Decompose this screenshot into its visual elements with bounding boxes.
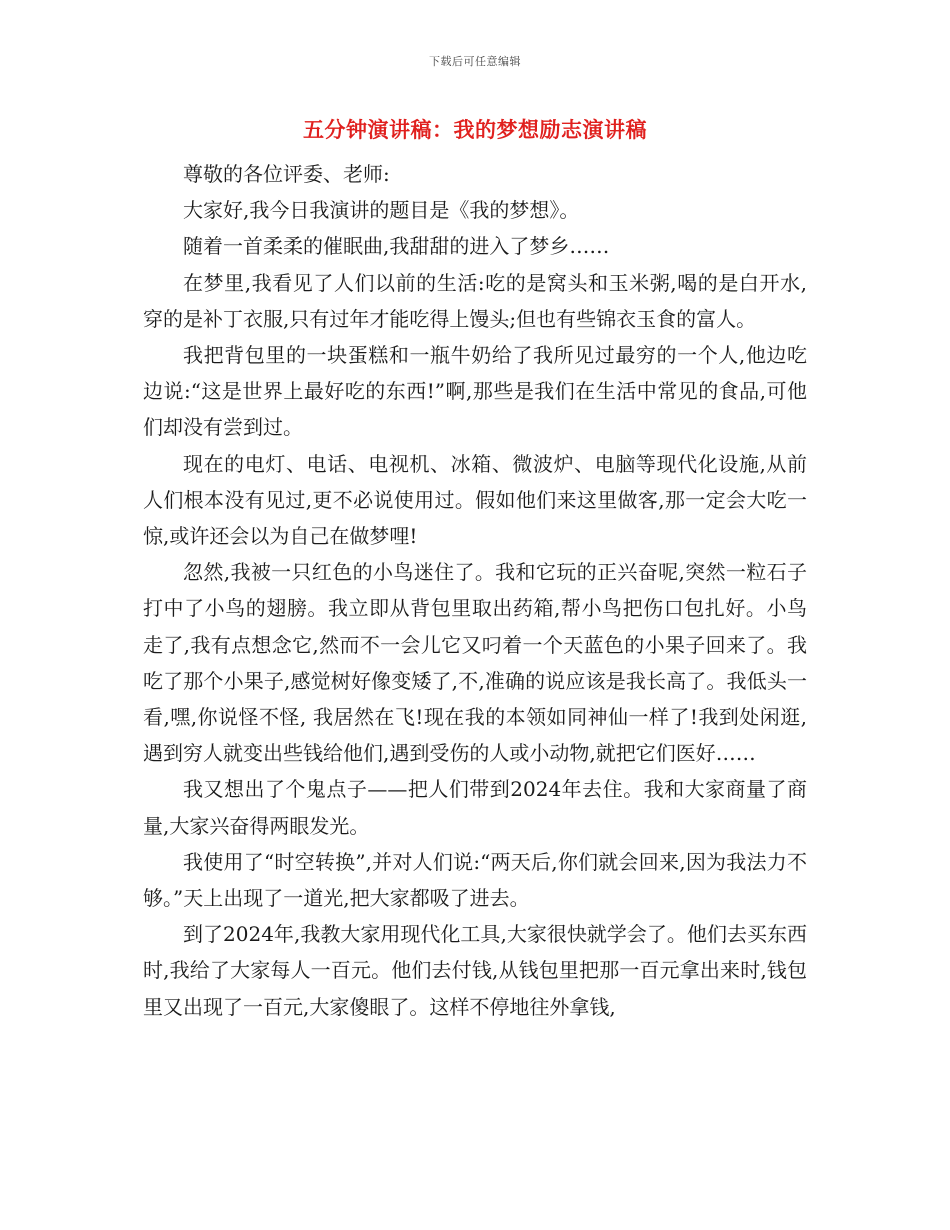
paragraph: 忽然,我被一只红色的小鸟迷住了。我和它玩的正兴奋呢,突然一粒石子打中了小鸟的翅膀。我立即从背包里取出药箱,帮小鸟把伤口包扎好。小鸟走了,我有点想念它,然而不一会儿它又叼着一个天蓝色的小果子回来了。我吃了那个小果子,感觉树好像变矮了,不,准确的说应该是我长高了。我低头一看,嘿,你说怪不怪, 我居然在飞!现在我的本领如同神仙一样了!我到处闲逛,遇到穷人就变出些钱给他们,遇到受伤的人或小动物,就把它们医好…… — [143, 560, 807, 766]
paragraph: 到了2024年,我教大家用现代化工具,大家很快就学会了。他们去买东西时,我给了大家每人一百元。他们去付钱,从钱包里把那一百元拿出来时,钱包里又出现了一百元,大家傻眼了。这样不停地往外拿钱, — [143, 922, 807, 1019]
paragraph: 现在的电灯、电话、电视机、冰箱、微波炉、电脑等现代化设施,从前人们根本没有见过,更不必说使用过。假如他们来这里做客,那一定会大吃一惊,或许还会以为自己在做梦哩! — [143, 451, 807, 549]
paragraph: 我把背包里的一块蛋糕和一瓶牛奶给了我所见过最穷的一个人,他边吃边说:“这是世界上最好吃的东西!”啊,那些是我们在生活中常见的食品,可他们却没有尝到过。 — [143, 343, 807, 440]
paragraph-greeting: 大家好,我今日我演讲的题目是《我的梦想》。 — [183, 198, 580, 223]
document-body — [143, 156, 807, 1025]
paragraph-salutation: 尊敬的各位评委、老师: — [183, 162, 390, 186]
paragraph: 我使用了“时空转换”,并对人们说:“两天后,你们就会回来,因为我法力不够。”天上出现了一道光,把大家都吸了进去。 — [143, 849, 807, 911]
paragraph: 我又想出了个鬼点子——把人们带到2024年去住。我和大家商量了商量,大家兴奋得两眼发光。 — [143, 777, 807, 838]
paragraph: 随着一首柔柔的催眠曲,我甜甜的进入了梦乡…… — [183, 234, 610, 259]
paragraph: 在梦里,我看见了人们以前的生活:吃的是窝头和玉米粥,喝的是白开水,穿的是补丁衣服,只有过年才能吃得上馒头;但也有些锦衣玉食的富人。 — [143, 270, 807, 331]
document-title: 五分钟演讲稿：我的梦想励志演讲稿 — [303, 117, 647, 142]
header-note: 下载后可任意编辑 — [429, 55, 521, 68]
